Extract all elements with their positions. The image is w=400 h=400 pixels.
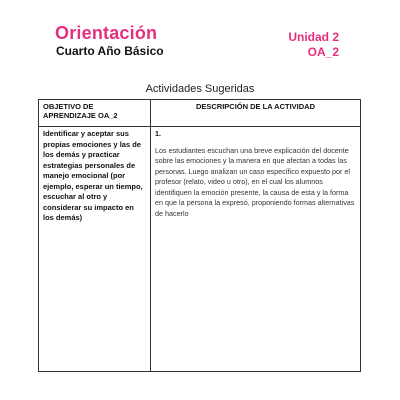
description-column-header: DESCRIPCIÓN DE LA ACTIVIDAD [151, 100, 361, 127]
section-title: Actividades Sugeridas [145, 83, 255, 95]
table-row [39, 127, 361, 372]
activity-number: 1. [155, 129, 161, 138]
activity-text: Los estudiantes escuchan una breve explicación del docente sobre las emociones y la manera en que afectan a todas las personas. Luego analizan un caso específico expuesto por el profesor (relato, video u otro), en el cual los alumnos identifiquen la emoción presente, la causa de esta y la forma en que la persona la expresó, proponiendo formas alternativas de hacerlo [155, 145, 355, 218]
objective-code: OA_2 [307, 45, 339, 59]
unit-block [288, 30, 339, 60]
activities-table [38, 99, 361, 372]
subject-title: Orientación [55, 23, 158, 43]
unit-label: Unidad 2 [288, 30, 339, 44]
table-header-row [39, 100, 361, 127]
grade-subtitle: Cuarto Año Básico [56, 44, 164, 58]
objective-cell: Identificar y aceptar sus propias emociones y las de los demás y practicar estrategias personales de manejo emocional (por ejemplo, esperar un tiempo, escuchar al otro y considerar su impacto en los demás) [39, 127, 151, 372]
objective-column-header: OBJETIVO DE APRENDIZAJE OA_2 [39, 100, 151, 127]
description-cell [151, 127, 361, 372]
